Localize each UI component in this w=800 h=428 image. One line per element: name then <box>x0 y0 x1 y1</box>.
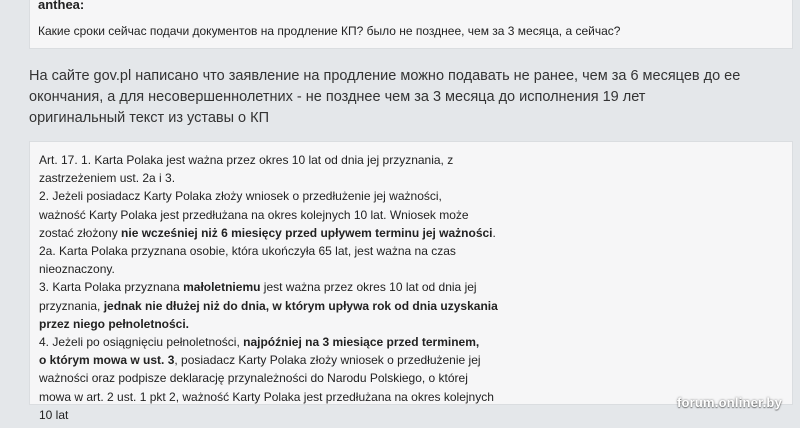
bold-text: małoletniemu <box>183 280 261 295</box>
text-run: . <box>492 225 496 240</box>
post-line: оригинальный текст из уставы о КП <box>29 110 270 126</box>
text-run: 2. Jeżeli posiadacz Karty Polaka złoży wniosek o przedłużenie jej ważności, <box>39 189 442 204</box>
text-run: 10 lat <box>39 407 69 422</box>
quote-text: Какие сроки сейчас подачи документов на продление КП? было не позднее, чем за 3 месяца, а сейчас? <box>38 24 621 38</box>
bold-text: jednak nie dłużej niż do dnia, w którym upływa rok od dnia uzyskania <box>103 298 498 313</box>
text-run: jest ważna przez okres 10 lat od dnia jej <box>260 280 477 295</box>
quote-block-top <box>29 0 793 49</box>
quote-law-line <box>39 297 498 315</box>
quote-law-line <box>39 369 498 387</box>
text-run: 2a. Karta Polaka przyznana osobie, która ukończyła 65 lat, jest ważna na czas <box>39 244 456 259</box>
text-run: zastrzeżeniem ust. 2a i 3. <box>39 171 176 186</box>
text-run: przyznania, <box>39 298 104 313</box>
text-run: ważność Karty Polaka jest przedłużana na okres kolejnych 10 lat. Wniosek może <box>39 207 469 222</box>
quote-block-law <box>29 141 793 422</box>
text-run: zostać złożony <box>39 225 122 240</box>
watermark: forum.onliner.by <box>676 395 782 410</box>
text-run: 3. Karta Polaka przyznana <box>39 280 184 295</box>
quote-law-line <box>39 169 498 187</box>
text-run: , posiadacz Karty Polaka złoży wniosek o przedłużenie jej <box>174 353 481 368</box>
quote-law-line <box>39 351 498 369</box>
quote-law-line <box>39 278 498 296</box>
text-run: nieoznaczony. <box>39 262 115 277</box>
text-run: ważności oraz podpisze deklarację przynależności do Narodu Polskiego, o której <box>39 371 468 386</box>
quote-law-line <box>39 406 498 424</box>
text-run: 4. Jeżeli po osiągnięciu pełnoletności, <box>39 335 244 350</box>
quote-law-line <box>39 151 498 169</box>
quote-law-line <box>39 260 498 278</box>
quote-law-line <box>39 333 498 351</box>
text-run: Art. 17. 1. Karta Polaka jest ważna przez okres 10 lat od dnia jej przyznania, z <box>39 153 454 167</box>
bold-text: nie wcześniej niż 6 miesięcy przed upływem terminu jej ważności <box>121 225 493 240</box>
quote-law-line <box>39 187 498 205</box>
post-body <box>29 66 741 129</box>
quote-law-text <box>39 151 498 424</box>
quote-author[interactable]: anthea: <box>38 0 85 12</box>
quote-law-line <box>39 242 498 260</box>
quote-law-line <box>39 206 498 224</box>
bold-text: przez niego pełnoletności. <box>39 316 190 331</box>
text-run: mowa w art. 2 ust. 1 pkt 2, ważność Karty Polaka jest przedłużana na okres kolejnych <box>39 389 494 404</box>
bold-text: najpóźniej na 3 miesiące przed terminem, <box>243 335 480 350</box>
post-line: окончания, а для несовершеннолетних - не позднее чем за 3 месяца до исполнения 19 лет <box>29 89 646 105</box>
bold-text: o którym mowa w ust. 3 <box>39 353 175 368</box>
quote-law-line <box>39 224 498 242</box>
post-line: На сайте gov.pl написано что заявление на продление можно подавать не ранее, чем за 6 месяцев до ее <box>29 68 741 84</box>
quote-law-line <box>39 315 498 333</box>
quote-law-line <box>39 388 498 406</box>
